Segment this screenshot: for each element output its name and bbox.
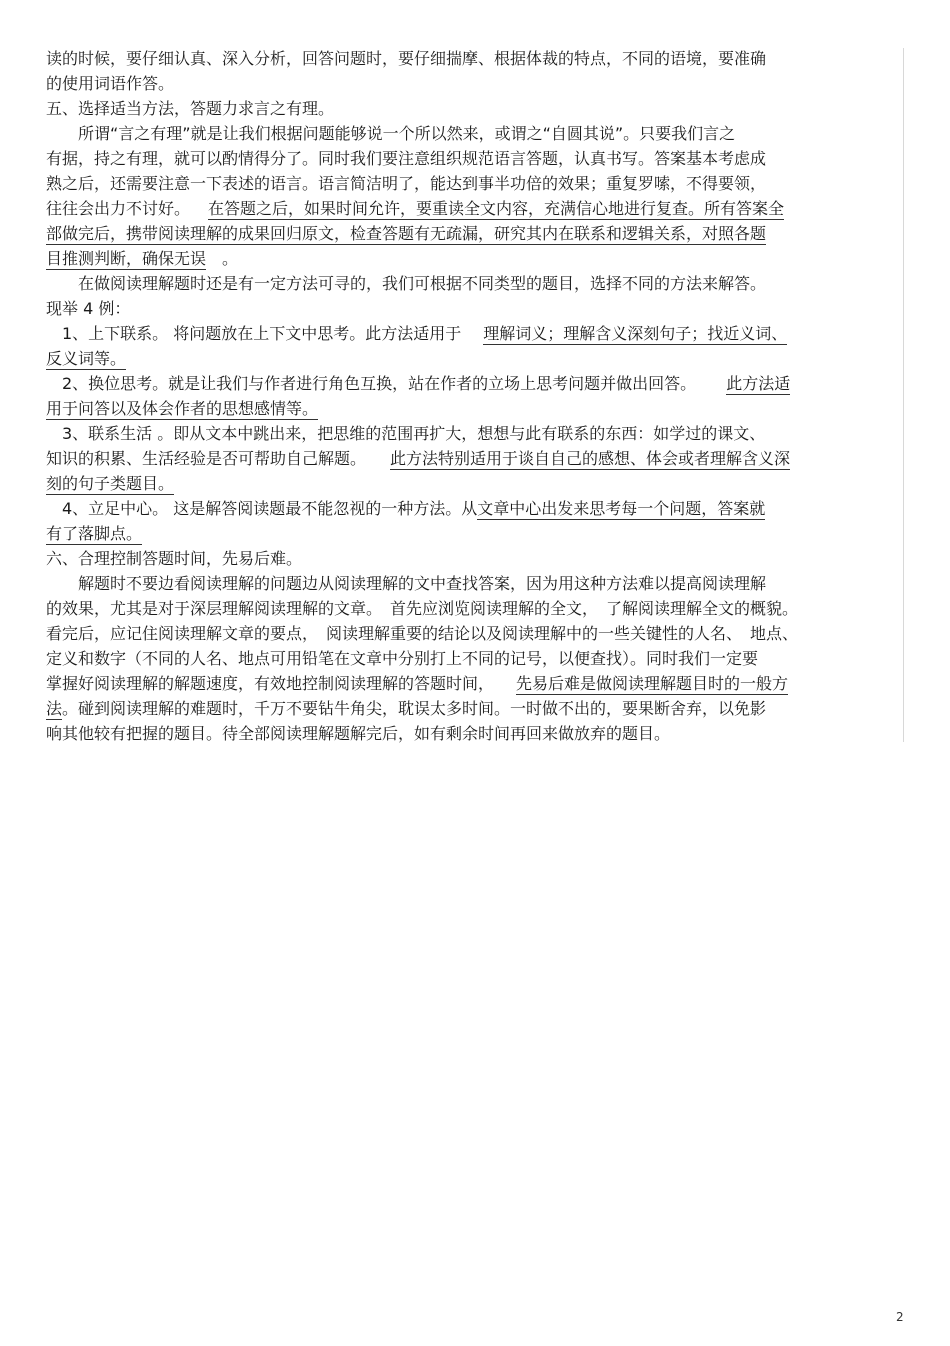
text-line: 现举 4 例： — [46, 299, 131, 318]
text-line — [46, 348, 126, 370]
method-3: 3、联系生活 。即从文本中跳出来，把思维的范围再扩大，想想与此有联系的东西：如学过的课文、 — [46, 424, 766, 443]
text-line: 往往会出力不讨好。 在答题之后，如果时间允许，要重读全文内容，充满信心地进行复查。所有答案全 — [46, 199, 785, 218]
method-1: 1、上下联系。 将问题放在上下文中思考。此方法适用于 理解词义；理解含义深刻句子；找近义词、 — [46, 324, 788, 343]
text-line: 目推测判断，确保无误 。 — [46, 249, 239, 268]
text-line: 看完后，应记住阅读理解文章的要点， 阅读理解重要的结论以及阅读理解中的一些关键性的人名、 地点、 — [46, 624, 799, 643]
margin-rule — [903, 48, 904, 742]
section-heading-6: 六、合理控制答题时间，先易后难。 — [46, 549, 303, 568]
method-2: 2、换位思考。就是让我们与作者进行角色互换，站在作者的立场上思考问题并做出回答。 此方法适 — [46, 374, 791, 393]
text-line: 熟之后，还需要注意一下表述的语言。语言简洁明了，能达到事半功倍的效果；重复罗嗦，不得要领， — [46, 174, 767, 193]
text-line: 有据，持之有理，就可以酌情得分了。同时我们要注意组织规范语言答题，认真书写。答案基本考虑成 — [46, 149, 767, 168]
underlined-text: 部做完后，携带阅读理解的成果回归原文，检查答题有无疏漏，研究其内在联系和逻辑关系，对照各题 — [46, 224, 767, 243]
section-heading-5: 五、选择适当方法，答题力求言之有理。 — [46, 99, 335, 118]
underlined-text: 有了落脚点。 — [46, 524, 143, 543]
text-line: 解题时不要边看阅读理解的问题边从阅读理解的文中查找答案，因为用这种方法难以提高阅读理解 — [46, 574, 767, 593]
text-line: 掌握好阅读理解的解题速度，有效地控制阅读理解的答题时间， 先易后难是做阅读理解题目时的一般方 — [46, 674, 789, 693]
underlined-text: 反义词等。 — [46, 349, 127, 368]
text-line — [46, 473, 174, 495]
underlined-text: 此方法适 — [726, 374, 791, 393]
text-line: 响其他较有把握的题目。待全部阅读理解题解完后，如有剩余时间再回来做放弃的题目。 — [46, 724, 671, 743]
text-line — [46, 523, 142, 545]
underlined-text: 刻的句子类题目。 — [46, 474, 175, 493]
text-line: 读的时候，要仔细认真、深入分析，回答问题时，要仔细揣摩、根据体裁的特点，不同的语境，要准确 — [46, 49, 767, 68]
underlined-text: 文章中心出发来思考每一个问题，答案就 — [477, 499, 766, 518]
underlined-text: 目推测判断，确保无误 — [46, 249, 207, 268]
underlined-text: 理解词义；理解含义深刻句子；找近义词、 — [483, 324, 788, 343]
text-line: 所谓“言之有理”就是让我们根据问题能够说一个所以然来，或谓之“自圆其说”。只要我们言之 — [46, 124, 736, 143]
text-line: 在做阅读理解题时还是有一定方法可寻的，我们可根据不同类型的题目，选择不同的方法来解答。 — [46, 274, 767, 293]
method-4: 4、立足中心。 这是解答阅读题最不能忽视的一种方法。从文章中心出发来思考每一个问题，答案就 — [46, 499, 766, 518]
underlined-text: 此方法特别适用于谈自自己的感想、体会或者理解含义深 — [390, 449, 791, 468]
text-line: 定义和数字（不同的人名、地点可用铅笔在文章中分别打上不同的记号，以便查找）。同时我们一定要 — [46, 649, 759, 668]
text-line — [46, 223, 766, 245]
text-line: 知识的积累、生活经验是否可帮助自己解题。 此方法特别适用于谈自自己的感想、体会或者理解含义深 — [46, 449, 791, 468]
underlined-text: 法 — [46, 699, 63, 718]
page-number: 2 — [896, 1310, 904, 1324]
underlined-text: 在答题之后，如果时间允许，要重读全文内容，充满信心地进行复查。所有答案全 — [208, 199, 785, 218]
text-line — [46, 398, 318, 420]
underlined-text: 先易后难是做阅读理解题目时的一般方 — [516, 674, 789, 693]
text-line: 的使用词语作答。 — [46, 74, 175, 93]
text-line: 法。碰到阅读理解的难题时，千万不要钻牛角尖，耽误太多时间。一时做不出的，要果断舍弃，以免影 — [46, 699, 767, 718]
text-line: 的效果，尤其是对于深层理解阅读理解的文章。 首先应浏览阅读理解的全文， 了解阅读理解全文的概貌。 — [46, 599, 799, 618]
underlined-text: 用于问答以及体会作者的思想感情等。 — [46, 399, 319, 418]
